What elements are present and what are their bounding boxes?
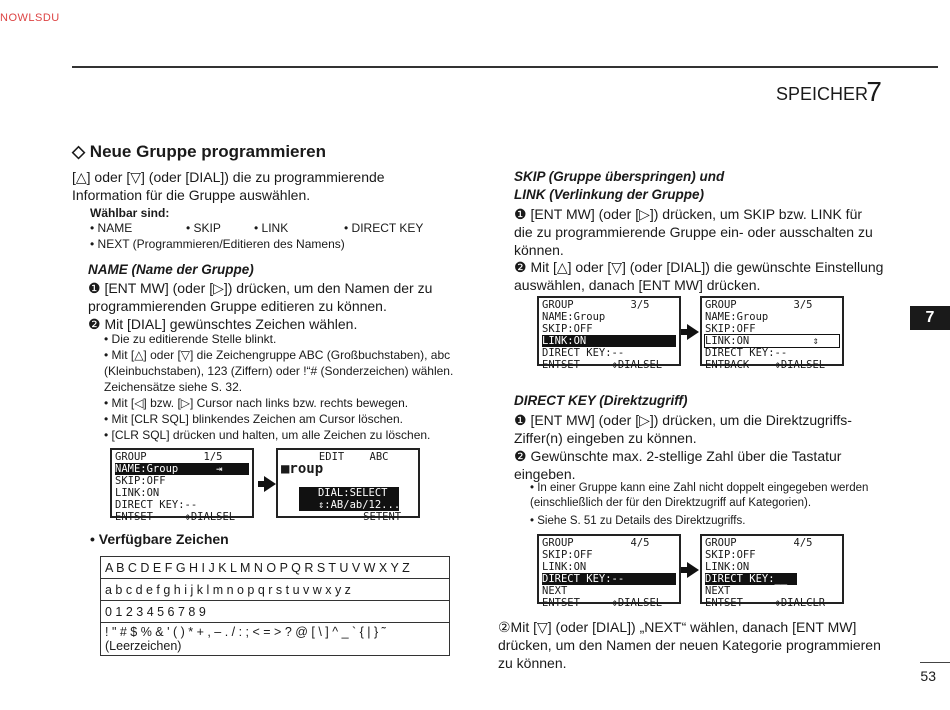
name-heading: NAME (Name der Gruppe) <box>88 262 254 277</box>
lcd-row-selected: LINK:ON <box>542 335 676 347</box>
header-rule <box>72 66 938 68</box>
lcd-row: DIAL:SELECT <box>299 487 399 499</box>
direct-key-note-1: • In einer Gruppe kann eine Zahl nicht doppelt eingegeben werden (einschließlich der für den Direktzugriff auf Kategorien). <box>530 482 869 509</box>
chars-upper: A B C D E F G H I J K L M N O P Q R S T U V W X Y Z <box>101 557 450 579</box>
direct-key-heading: DIRECT KEY (Direktzugriff) <box>514 393 688 408</box>
chars-lower: a b c d e f g h i j k l m n o p q r s t u v w x y z <box>101 579 450 601</box>
lcd-row: LINK:ON <box>542 561 587 573</box>
lcd-row: GROUP 4/5 <box>542 537 650 549</box>
bullet-clear: • Mit [CLR SQL] blinkendes Zeichen am Cursor löschen. <box>104 412 403 426</box>
name-step-2: ❷ Mit [DIAL] gewünschtes Zeichen wählen. <box>88 316 358 332</box>
bullet-blink: • Die zu editierende Stelle blinkt. <box>104 332 277 346</box>
lcd-row: SETENT <box>281 511 402 523</box>
red-tag: NOWLSDU <box>0 12 60 24</box>
lcd-row: GROUP 3/5 <box>542 299 650 311</box>
lcd-row: ⇕:AB/ab/12... <box>299 499 401 511</box>
lcd-row: ENTBACK ⇕DIALSEL <box>705 359 826 371</box>
lcd-row: LINK:ON <box>115 487 160 499</box>
step-1: [△] oder [▽] (oder [DIAL]) die zu programmierende Information für die Gruppe auswählen. <box>72 169 385 203</box>
skip-heading-2: LINK (Verlinkung der Gruppe) <box>514 187 705 202</box>
direct-key-step-2: ❷ Gewünschte max. 2-stellige Zahl über die Tastatur eingeben. <box>514 448 842 482</box>
step-2: ②Mit [▽] (oder [DIAL]) „NEXT“ wählen, danach [ENT MW] drücken, um den Namen der neuen Kategorie programmieren zu können. <box>498 619 881 671</box>
lcd-direct-key-edit <box>700 534 844 609</box>
direct-key-step-1: ❶ [ENT MW] (oder [▷]) drücken, um die Direktzugriffs-Ziffer(n) eingeben zu können. <box>514 412 852 446</box>
chapter-tab: 7 <box>910 306 950 330</box>
lcd-row: SKIP:OFF <box>115 475 166 487</box>
available-chars-label: • Verfügbare Zeichen <box>90 531 229 547</box>
skip-heading-1: SKIP (Gruppe überspringen) und <box>514 169 725 184</box>
page-number-rule <box>920 662 950 663</box>
bullet-clear-all: • [CLR SQL] drücken und halten, um alle Zeichen zu löschen. <box>104 428 431 442</box>
skip-step-1: ❶ [ENT MW] (oder [▷]) drücken, um SKIP bzw. LINK für die zu programmierende Gruppe ein- oder ausschalten zu können. <box>514 206 873 258</box>
arrow-icon <box>687 562 699 578</box>
lcd-row-selected: DIRECT KEY:__ <box>705 573 797 585</box>
lcd-row: GROUP 4/5 <box>705 537 813 549</box>
lcd-edit <box>276 448 420 523</box>
chars-special: ! " # $ % & ' ( ) * + , – . / : ; < = > ? @ [ \ ] ^ _ ` { | } ˜ (Leerzeichen) <box>101 623 450 656</box>
lcd-row-selected: DIRECT KEY:-- <box>542 573 676 585</box>
lcd-row: DIRECT KEY:-- <box>542 347 625 359</box>
arrow-icon <box>264 476 276 492</box>
lcd-row: ENTSET ⇕DIALCLR <box>705 597 826 609</box>
skip-step-2: ❷ Mit [△] oder [▽] (oder [DIAL]) die gewünschte Einstellung auswählen, danach [ENT MW] drücken. <box>514 259 884 293</box>
chars-digits: 0 1 2 3 4 5 6 7 8 9 <box>101 601 450 623</box>
lcd-row: NAME:Group <box>542 311 606 323</box>
lcd-row-editing: LINK:ON ⇕ <box>705 335 839 347</box>
lcd-row: ENTSET ⇕DIALSEL <box>542 597 663 609</box>
lcd-row: LINK:ON <box>705 561 750 573</box>
lcd-row: SKIP:OFF <box>542 323 593 335</box>
lcd-row: ENTSET ⇕DIALSEL <box>542 359 663 371</box>
chars-table <box>100 556 450 656</box>
option-link: • LINK <box>254 221 289 235</box>
lcd-row: SKIP:OFF <box>705 549 756 561</box>
selectable-label: Wählbar sind: <box>90 206 170 220</box>
lcd-row: DIRECT KEY:-- <box>115 499 198 511</box>
direct-key-note-2: • Siehe S. 51 zu Details des Direktzugriffs. <box>530 515 746 527</box>
lcd-row: DIRECT KEY:-- <box>705 347 788 359</box>
section-number: 7 <box>866 76 882 107</box>
lcd-link-edit <box>700 296 844 371</box>
lcd-row-selected: NAME:Group ⇥ <box>115 463 249 475</box>
bullet-charset: • Mit [△] oder [▽] die Zeichengruppe ABC (Großbuchstaben), abc (Kleinbuchstaben), 123 (Ziffern) oder !“# (Sonderzeichen) wählen. Zeichensätze siehe S. 32. <box>104 348 454 394</box>
page-number: 53 <box>920 668 936 684</box>
lcd-row: GROUP 3/5 <box>705 299 813 311</box>
lcd-group-name <box>110 448 254 523</box>
lcd-direct-key <box>537 534 681 609</box>
section-title: SPEICHER <box>775 84 868 104</box>
lcd-skip-link <box>537 296 681 371</box>
lcd-row: GROUP 1/5 <box>115 451 223 463</box>
name-step-1: ❶ [ENT MW] (oder [▷]) drücken, um den Namen der zu programmierenden Gruppe editieren zu können. <box>88 280 433 314</box>
lcd-row: ■roup <box>281 461 324 477</box>
option-skip: • SKIP <box>186 221 221 235</box>
bullet-cursor: • Mit [◁] bzw. [▷] Cursor nach links bzw. rechts bewegen. <box>104 396 409 410</box>
lcd-row: NEXT <box>542 585 568 597</box>
lcd-row: SKIP:OFF <box>705 323 756 335</box>
lcd-row: ENTSET ⇕DIALSEL <box>115 511 236 523</box>
option-next: • NEXT (Programmieren/Editieren des Namens) <box>90 237 345 251</box>
option-direct-key: • DIRECT KEY <box>344 221 424 235</box>
lcd-row: SKIP:OFF <box>542 549 593 561</box>
lcd-row: EDIT ABC <box>281 451 389 463</box>
option-name: • NAME <box>90 221 133 235</box>
lcd-row: NEXT <box>705 585 731 597</box>
lcd-row: NAME:Group <box>705 311 769 323</box>
arrow-icon <box>687 324 699 340</box>
page-heading: ◇ Neue Gruppe programmieren <box>72 142 326 161</box>
